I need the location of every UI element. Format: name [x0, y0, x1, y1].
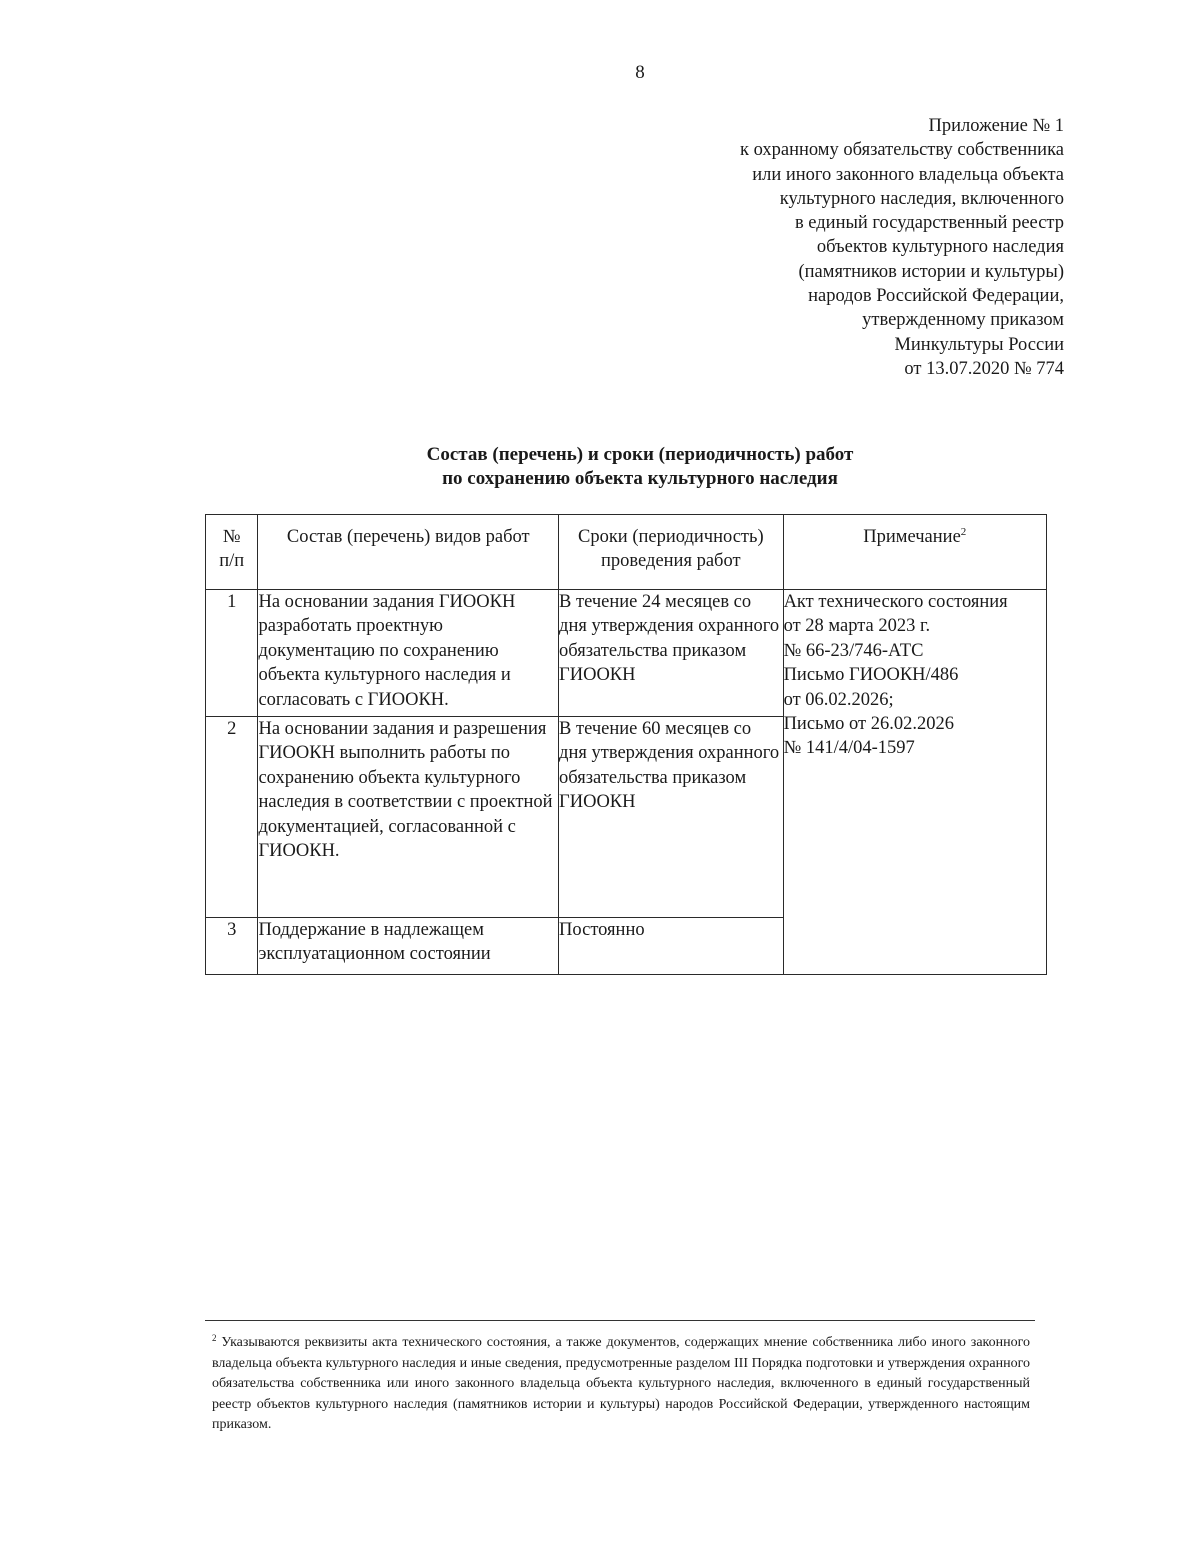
title-line-2: по сохранению объекта культурного наследия [442, 468, 838, 489]
footnote-text: Указываются реквизиты акта технического состояния, а также документов, содержащих мнение собственника либо иного законного владельца объекта культурного наследия и иные сведения, предусмотренные разделом III Порядка подготовки и утверждения охранного обязательства собственника или иного законного владельца объекта культурного наследия, включенного в единый государственный реестр объектов культурного наследия (памятников истории и культуры) народов Российской Федерации, утвержденного настоящим приказом. [212, 1335, 1031, 1432]
footnote-reference: 2 [960, 526, 967, 538]
note-line: от 06.02.2026; [783, 689, 894, 710]
row-term: В течение 60 месяцев со дня утверждения охранного обязательства приказом ГИООКН [559, 717, 784, 918]
appendix-line: Приложение № 1 [928, 116, 1064, 136]
row-work: Поддержание в надлежащем эксплуатационном состоянии [258, 918, 559, 975]
appendix-line: объектов культурного наследия [816, 237, 1064, 258]
header-work-label: Состав (перечень) видов работ [286, 527, 530, 547]
document-title [0, 443, 1200, 491]
header-work-list [258, 515, 559, 590]
header-note [783, 515, 1046, 590]
header-terms [559, 515, 784, 590]
appendix-line: к охранному обязательству собственника [739, 140, 1064, 161]
row-number: 3 [206, 918, 258, 975]
note-line: Письмо от 26.02.2026 [783, 714, 955, 735]
appendix-line: или иного законного владельца объекта [752, 164, 1064, 185]
header-terms-line-1: Сроки (периодичность) [577, 527, 764, 547]
row-work: На основании задания ГИООКН разработать проектную документацию по сохранению объекта культурного наследия и согласовать с ГИООКН. [258, 590, 559, 717]
appendix-line: утвержденному приказом [862, 310, 1064, 331]
row-number: 2 [206, 717, 258, 918]
note-line: от 28 марта 2023 г. [783, 616, 931, 637]
title-line-1: Состав (перечень) и сроки (периодичность) работ [426, 444, 854, 465]
page-number: 8 [635, 62, 645, 83]
header-terms-line-2: проведения работ [601, 551, 741, 572]
row-term: Постоянно [559, 918, 784, 975]
header-number-line-2: п/п [219, 551, 245, 572]
table-row [206, 590, 1047, 717]
header-note-label: Примечание [863, 527, 961, 547]
appendix-line: народов Российской Федерации, [808, 286, 1064, 307]
table-header-row [206, 515, 1047, 590]
note-line: № 141/4/04-1597 [783, 738, 915, 759]
works-table [205, 514, 1047, 975]
appendix-reference [740, 114, 1064, 381]
note-line: Акт технического состояния [783, 592, 1008, 612]
appendix-line: в единый государственный реестр [794, 213, 1064, 234]
appendix-line: Минкультуры России [894, 334, 1064, 355]
row-term: В течение 24 месяцев со дня утверждения охранного обязательства приказом ГИООКН [559, 590, 784, 717]
appendix-line: (памятников истории и культуры) [798, 261, 1064, 282]
header-number [206, 515, 258, 590]
row-number: 1 [206, 590, 258, 717]
header-number-line-1: № [222, 527, 241, 547]
note-line: Письмо ГИООКН/486 [783, 665, 959, 686]
note-line: № 66-23/746-АТС [783, 640, 924, 661]
footnote-separator [205, 1320, 1035, 1321]
appendix-line: от 13.07.2020 № 774 [904, 358, 1064, 379]
footnote-marker: 2 [212, 1333, 217, 1343]
row-note [783, 590, 1046, 975]
footnote [212, 1333, 1030, 1436]
appendix-line: культурного наследия, включенного [779, 188, 1064, 209]
row-work: На основании задания и разрешения ГИООКН выполнить работы по сохранению объекта культурного наследия в соответствии с проектной документацией, согласованной с ГИООКН. [258, 717, 559, 918]
